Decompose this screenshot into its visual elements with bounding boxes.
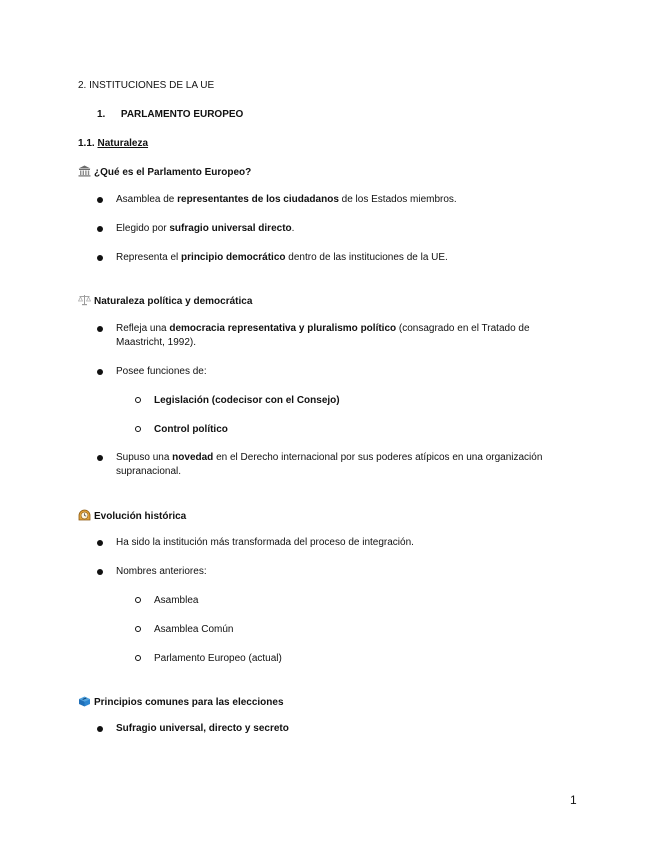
section-heading <box>97 108 243 122</box>
list-item <box>116 251 448 265</box>
list-item <box>116 193 457 207</box>
circle-bullet-icon <box>135 597 141 603</box>
subsection-heading <box>78 137 148 151</box>
bullet-icon <box>97 197 103 203</box>
bullet-icon <box>97 455 103 461</box>
sub-list-item: Asamblea Común <box>154 624 234 635</box>
circle-bullet-icon <box>135 626 141 632</box>
q3-heading <box>78 509 186 524</box>
sub-list-item: Legislación (codecisor con el Consejo) <box>154 395 340 406</box>
bullet-icon <box>97 540 103 546</box>
list-item <box>116 451 542 465</box>
list-item-continuation: supranacional. <box>116 466 182 477</box>
text-run: de los Estados miembros. <box>338 194 457 205</box>
list-item <box>116 222 294 236</box>
sub-list-item: Asamblea <box>154 595 199 606</box>
q4-title: Principios comunes para las elecciones <box>94 697 284 708</box>
clock-icon <box>78 509 91 521</box>
bullet-icon <box>97 326 103 332</box>
bullet-icon <box>97 726 103 732</box>
list-item: Nombres anteriores: <box>116 566 207 577</box>
text-run: Supuso una <box>116 452 173 463</box>
q1-title: ¿Qué es el Parlamento Europeo? <box>94 167 252 178</box>
circle-bullet-icon <box>135 426 141 432</box>
text-run: (consagrado en el Tratado de <box>396 323 530 334</box>
list-item: Ha sido la institución más transformada del proceso de integración. <box>116 537 414 548</box>
q1-heading <box>78 165 251 180</box>
page-number: 1 <box>570 793 577 807</box>
ballot-box-icon <box>78 695 91 707</box>
bullet-icon <box>97 226 103 232</box>
text-run: en el Derecho internacional por sus poderes atípicos en una organización <box>213 452 543 463</box>
scales-icon <box>78 294 91 306</box>
text-run: Representa el <box>116 252 182 263</box>
bullet-icon <box>97 255 103 261</box>
q4-heading <box>78 695 284 710</box>
bold-run: principio democrático <box>181 252 286 263</box>
classical-building-icon <box>78 165 91 177</box>
text-run: dentro de las instituciones de la UE. <box>285 252 448 263</box>
bold-run: representantes de los ciudadanos <box>177 194 339 205</box>
subsection-number: 1.1. <box>78 138 95 149</box>
subsection-title: Naturaleza <box>97 138 149 149</box>
bold-run: novedad <box>172 452 214 463</box>
bullet-icon <box>97 569 103 575</box>
bold-run: sufragio universal directo <box>169 223 292 234</box>
section-title: PARLAMENTO EUROPEO <box>120 109 244 120</box>
text-run: Asamblea de <box>116 194 178 205</box>
section-number: 1. <box>97 109 106 120</box>
text-run: Elegido por <box>116 223 170 234</box>
text-run: . <box>291 223 295 234</box>
sub-list-item: Control político <box>154 424 228 435</box>
list-item: Posee funciones de: <box>116 366 207 377</box>
q2-heading <box>78 294 252 309</box>
bullet-icon <box>97 369 103 375</box>
list-item: Sufragio universal, directo y secreto <box>116 723 289 734</box>
q3-title: Evolución histórica <box>94 511 187 522</box>
q2-title: Naturaleza política y democrática <box>94 296 253 307</box>
text-run: Refleja una <box>116 323 170 334</box>
list-item-continuation: Maastricht, 1992). <box>116 337 197 348</box>
sub-list-item: Parlamento Europeo (actual) <box>154 653 282 664</box>
circle-bullet-icon <box>135 655 141 661</box>
circle-bullet-icon <box>135 397 141 403</box>
main-heading: 2. INSTITUCIONES DE LA UE <box>78 80 215 91</box>
bold-run: democracia representativa y pluralismo político <box>169 323 397 334</box>
list-item <box>116 322 530 336</box>
